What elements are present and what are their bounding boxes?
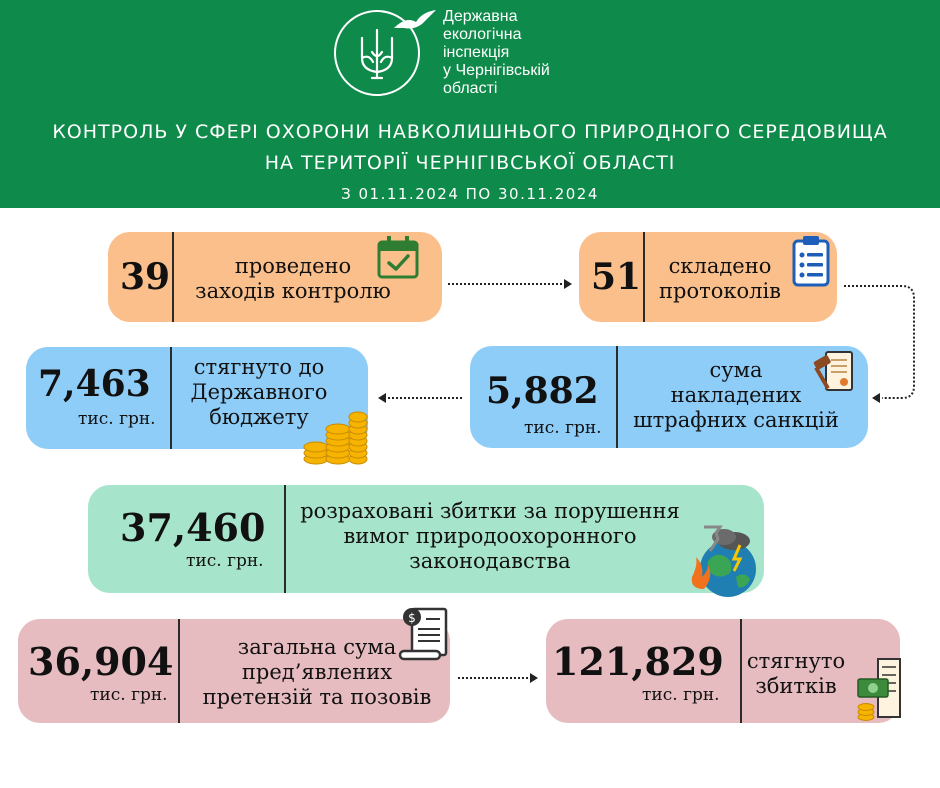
collected-budget-unit: тис. грн. [78,409,156,429]
card-divider [284,485,286,593]
desc-line: стягнуто [746,649,846,673]
desc-line: заходів контролю [195,279,391,303]
desc-line: збитків [755,674,837,698]
header-banner [0,0,940,208]
org-name-line: екологічна [443,26,522,43]
calendar-check-icon [376,234,420,280]
page-title-line2: НА ТЕРИТОРІЇ ЧЕРНІГІВСЬКОЇ ОБЛАСТІ [264,152,676,174]
clipboard-list-icon [791,234,831,288]
org-name [443,8,643,98]
desc-line: законодавства [409,549,571,573]
inspections-value: 39 [120,256,171,298]
desc-line: претензій та позовів [202,685,432,709]
desc-line: складено [668,254,772,278]
flow-arrow [374,392,464,404]
org-name-line: у Чернігівській [443,62,550,79]
card-divider [170,347,172,449]
claims-card [18,611,450,723]
inspections-description [188,254,398,304]
recovered-unit: тис. грн. [642,685,720,705]
fines-value: 5,882 [486,370,599,412]
collected-budget-card [26,347,368,449]
desc-line: проведено [234,254,352,278]
org-name-line: Державна [443,8,518,25]
damages-description [294,499,686,574]
flow-arrow [456,672,542,684]
page-title-line1: КОНТРОЛЬ У СФЕРІ ОХОРОНИ НАВКОЛИШНЬОГО ПРИРОДНОГО СЕРЕДОВИЩА [52,121,888,143]
desc-line: сума [709,358,763,382]
desc-line: вимог природоохоронного [343,524,637,548]
coins-stack-icon [302,405,368,467]
reporting-period: З 01.11.2024 ПО 30.11.2024 [341,185,599,203]
protocols-description [655,254,785,304]
bird-icon [392,8,438,32]
recovered-value: 121,829 [552,639,724,684]
desc-line: стягнуто до [193,355,325,379]
claims-unit: тис. грн. [90,685,168,705]
fines-card [470,346,868,448]
recovered-description [744,649,848,699]
card-divider [643,232,645,322]
desc-line: протоколів [659,279,781,303]
claims-value: 36,904 [28,639,174,684]
damages-card [88,485,764,593]
desc-line: бюджету [209,405,309,429]
card-divider [740,619,742,723]
invoice-scroll-icon [398,605,452,663]
fines-unit: тис. грн. [524,418,602,438]
recovered-card [546,619,900,723]
damages-unit: тис. грн. [186,551,264,571]
desc-line: пред’явлених [241,660,393,684]
protocols-value: 51 [591,256,642,298]
protocols-card [579,232,837,322]
damages-value: 37,460 [120,505,266,550]
desc-line: штрафних санкцій [633,408,839,432]
inspections-card [108,232,442,322]
org-name-line: області [443,80,498,97]
desc-line: Державного [190,380,328,404]
desc-line: загальна сума [237,635,397,659]
org-name-line: інспекція [443,44,510,61]
desc-line: розраховані збитки за порушення [300,499,680,523]
gavel-document-icon [810,348,856,396]
money-receipt-icon [856,655,902,723]
card-divider [178,619,180,723]
earth-disaster-icon [684,521,764,601]
svg-text:$: $ [408,611,416,625]
card-divider [172,232,174,322]
collected-budget-value: 7,463 [38,363,151,405]
flow-arrow [446,278,576,290]
desc-line: накладених [670,383,802,407]
